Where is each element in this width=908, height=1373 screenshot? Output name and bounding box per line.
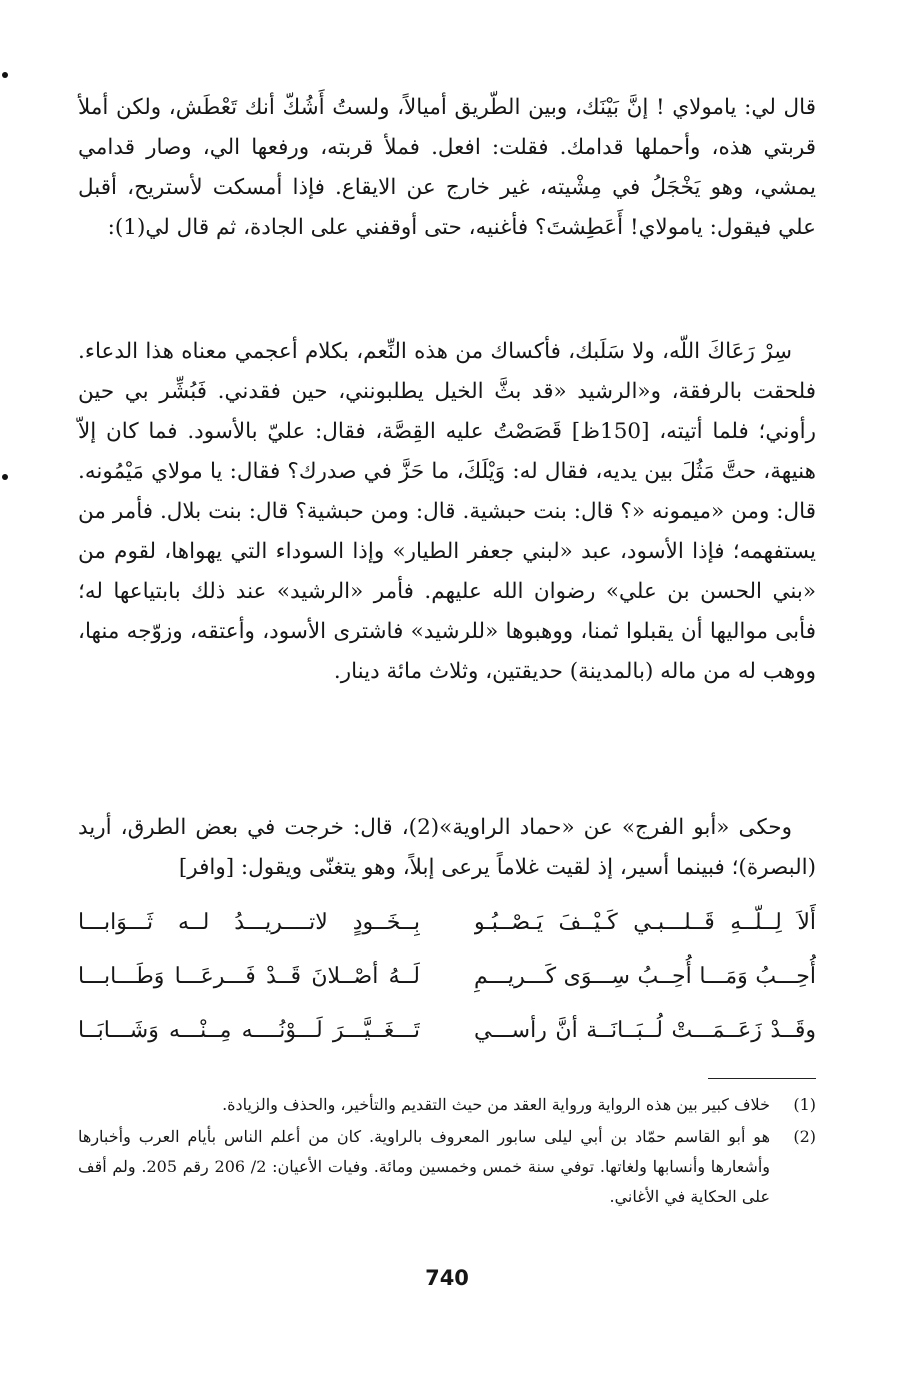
verse-sadr: وقَــدْ زَعَــمَـــتْ لُــبَــانَــة أنَّ رأســـي	[474, 1018, 816, 1043]
poem	[78, 896, 816, 1058]
paragraph-3: وحكى «أبو الفرج» عن «حماد الراوية»(2)، قال: خرجت في بعض الطرق، أريد (البصرة)؛ فبينما أسير، إذ لقيت غلاماً يرعى إبلاً، وهو يتغنّى ويقول: [وافر]	[78, 815, 816, 880]
footnote-text: خلاف كبير بين هذه الرواية ورواية العقد من حيث التقديم والتأخير، والحذف والزيادة.	[222, 1095, 770, 1114]
footnote-number: (2)	[793, 1127, 816, 1146]
paragraph-2: سِرْ رَعَاكَ اللّه، ولا سَلَبك، فأكساك من هذه النِّعم، بكلام أعجمي معناه هذا الدعاء. فلحقت بالرفقة، و«الرشيد «قد بثَّ الخيل يطلبونني، حين فقدني. فَبُشِّر بي حين رأوني؛ فلما أتيته، [150ظ] قَصَصْتُ عليه القِصَّة، فقال: عليّ بالأسود. فما كان إلاّ هنيهة، حتَّ مَثُلَ بين يديه، فقال له: وَيْلَكَ، ما حَزَّ في صدرك؟ فقال: يا مولاي مَيْمُونه. قال: ومن «ميمونه «؟ قال: بنت حبشية. قال: ومن حبشية؟ قال: بنت بلال. فأمر من يستفهمه؛ فإذا الأسود، عبد «لبني جعفر الطيار» وإذا السوداء التي يهواها، لقوم من «بني الحسن بن علي» رضوان الله عليهم. فأمر «الرشيد» عند ذلك بابتياعها له؛ فأبى مواليها أن يقبلوا ثمنا، ووهبوها «للرشيد» فاشترى الأسود، وأعتقه، وزوّجه منها، ووهب له من ماله (بالمدينة) حديقتين، وثلاث مائة دينار.	[78, 339, 816, 684]
verse-sadr: أَلاَ لِــلّــهِ قَــلـــبـي كَـيْــفَ يَـصْــبُـو	[474, 910, 816, 935]
verse-line	[78, 896, 816, 950]
footnote-number: (1)	[793, 1095, 816, 1114]
margin-dot	[2, 72, 8, 78]
verse-ajz: لَــهُ أصْــلانَ قَــدْ فَـــرعَـــا وَطَـــابـــا	[78, 964, 420, 989]
verse-ajz: تَـــغَــيَّـــرَ لَـــوْنُــــه مِــنْـــه وَشَـــابَــا	[78, 1018, 420, 1043]
margin-dot	[2, 474, 8, 480]
verse-line	[78, 1004, 816, 1058]
verse-line	[78, 950, 816, 1004]
paragraph-1: قال لي: يامولاي ! إنَّ بَيْنَك، وبين الطّريق أميالاً، ولستُ أَشُكّ أنك تَعْطَش، ولكن أملأ قربتي هذه، وأحملها قدامك. فقلت: افعل. فملأ قربته، ورفعها الي، وصار قدامي يمشي، وهو يَخْجَلُ في مِشْيته، غير خارج عن الايقاع. فإذا أمسكت لأستريح، أقبل علي فيقول: يامولاي! أَعَطِشتَ؟ فأغنيه، حتى أوقفني على الجادة، ثم قال لي(1):	[78, 95, 816, 240]
page-number: 740	[425, 1266, 469, 1290]
book-page	[78, 88, 816, 1338]
footnote	[78, 1090, 816, 1120]
verse-ajz: بِــخَــودٍ لاتــــريـــدُ لــه ثَـــوَابـــا	[78, 910, 420, 935]
verse-sadr: أُحِـــبُ وَمَـــا أُحِــبُ سِـــوَى كَـــريـــمِ	[474, 964, 816, 989]
footnote-separator	[708, 1078, 816, 1079]
footnote	[78, 1122, 816, 1212]
footnote-text: هو أبو القاسم حمّاد بن أبي ليلى سابور المعروف بالراوية. كان من أعلم الناس بأيام العرب وأخبارها وأشعارها وأنسابها ولغاتها. توفي سنة خمس وخمسين ومائة. وفيات الأعيان: 2/ 206 رقم 205. ولم أقف على الحكاية في الأغاني.	[78, 1127, 771, 1206]
footnotes	[78, 1090, 816, 1214]
